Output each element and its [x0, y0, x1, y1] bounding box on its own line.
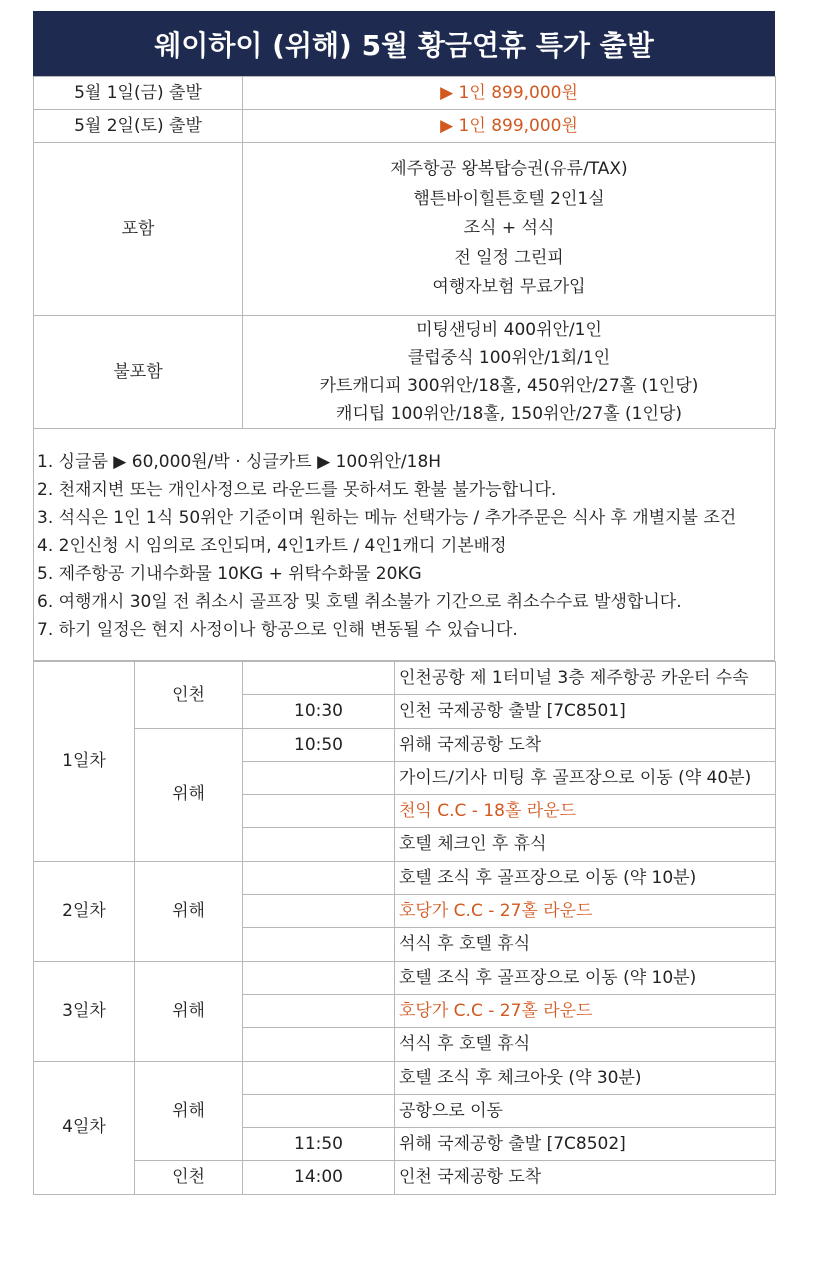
golf-round-activity: 천익 C.C - 18홀 라운드	[395, 795, 776, 828]
note-item: 5. 제주항공 기내수화물 10KG + 위탁수화물 20KG	[37, 564, 422, 584]
time	[243, 861, 395, 894]
time	[243, 961, 395, 994]
included-row	[34, 143, 776, 316]
departure-date: 5월 1일(금) 출발	[34, 77, 243, 110]
time: 10:50	[243, 728, 395, 761]
price-value: ▶ 1인 899,000원	[243, 77, 776, 110]
time	[243, 828, 395, 861]
excluded-item: 미팅샌딩비 400위안/1인	[416, 320, 602, 340]
day-label: 4일차	[34, 1061, 135, 1194]
activity: 위해 국제공항 출발 [7C8502]	[395, 1128, 776, 1161]
time	[243, 662, 395, 695]
activity: 호텔 조식 후 골프장으로 이동 (약 10분)	[395, 961, 776, 994]
time: 14:00	[243, 1161, 395, 1194]
activity: 인천 국제공항 출발 [7C8501]	[395, 695, 776, 728]
time	[243, 994, 395, 1027]
activity: 위해 국제공항 도착	[395, 728, 776, 761]
activity: 석식 후 호텔 휴식	[395, 928, 776, 961]
schedule-row	[34, 662, 776, 695]
activity: 인천 국제공항 도착	[395, 1161, 776, 1194]
activity: 호텔 조식 후 체크아웃 (약 30분)	[395, 1061, 776, 1094]
price-row	[34, 77, 776, 110]
excluded-label: 불포함	[34, 316, 243, 429]
departure-date: 5월 2일(토) 출발	[34, 110, 243, 143]
time	[243, 1061, 395, 1094]
time	[243, 761, 395, 794]
time	[243, 895, 395, 928]
excluded-item: 클럽중식 100위안/1회/1인	[407, 348, 611, 368]
activity: 공항으로 이동	[395, 1094, 776, 1127]
note-item: 7. 하기 일정은 현지 사정이나 항공으로 인해 변동될 수 있습니다.	[37, 620, 518, 640]
excluded-row	[34, 316, 776, 429]
included-item: 전 일정 그린피	[454, 247, 564, 268]
schedule-row	[34, 961, 776, 994]
included-item: 여행자보험 무료가입	[432, 277, 586, 298]
activity: 호텔 조식 후 골프장으로 이동 (약 10분)	[395, 861, 776, 894]
activity: 호텔 체크인 후 휴식	[395, 828, 776, 861]
schedule-row	[34, 1061, 776, 1094]
activity: 석식 후 호텔 휴식	[395, 1028, 776, 1061]
time: 10:30	[243, 695, 395, 728]
excluded-item: 카트캐디피 300위안/18홀, 450위안/27홀 (1인당)	[319, 376, 699, 396]
schedule-table	[33, 661, 776, 1195]
day-label: 1일차	[34, 662, 135, 862]
note-item: 4. 2인신청 시 임의로 조인되며, 4인1카트 / 4인1캐디 기본배정	[37, 536, 507, 556]
location: 위해	[135, 728, 243, 861]
note-item: 1. 싱글룸 ▶ 60,000원/박 · 싱글카트 ▶ 100위안/18H	[37, 452, 442, 472]
price-table	[33, 76, 776, 429]
day-label: 3일차	[34, 961, 135, 1061]
included-item: 조식 + 석식	[463, 218, 555, 239]
time	[243, 928, 395, 961]
day-label: 2일차	[34, 861, 135, 961]
notes-section	[33, 429, 775, 661]
time	[243, 1094, 395, 1127]
included-label: 포함	[34, 143, 243, 316]
activity: 인천공항 제 1터미널 3층 제주항공 카운터 수속	[395, 662, 776, 695]
time: 11:50	[243, 1128, 395, 1161]
location: 인천	[135, 1161, 243, 1194]
location: 위해	[135, 861, 243, 961]
excluded-list	[243, 316, 776, 429]
location: 위해	[135, 1061, 243, 1161]
note-item: 2. 천재지변 또는 개인사정으로 라운드를 못하셔도 환불 불가능합니다.	[37, 480, 557, 500]
itinerary-document	[33, 11, 775, 1195]
page-title: 웨이하이 (위해) 5월 황금연휴 특가 출발	[33, 11, 775, 76]
excluded-item: 캐디팁 100위안/18홀, 150위안/27홀 (1인당)	[336, 404, 682, 424]
location: 위해	[135, 961, 243, 1061]
location: 인천	[135, 662, 243, 729]
price-value: ▶ 1인 899,000원	[243, 110, 776, 143]
included-item: 제주항공 왕복탑승권(유류/TAX)	[390, 159, 628, 180]
included-list	[243, 143, 776, 316]
time	[243, 795, 395, 828]
time	[243, 1028, 395, 1061]
schedule-row	[34, 861, 776, 894]
included-item: 햄튼바이힐튼호텔 2인1실	[413, 188, 605, 209]
price-row	[34, 110, 776, 143]
note-item: 3. 석식은 1인 1식 50위안 기준이며 원하는 메뉴 선택가능 / 추가주문은 식사 후 개별지불 조건	[37, 508, 737, 528]
schedule-row	[34, 728, 776, 761]
golf-round-activity: 호당가 C.C - 27홀 라운드	[395, 895, 776, 928]
note-item: 6. 여행개시 30일 전 취소시 골프장 및 호텔 취소불가 기간으로 취소수수료 발생합니다.	[37, 592, 682, 612]
golf-round-activity: 호당가 C.C - 27홀 라운드	[395, 994, 776, 1027]
activity: 가이드/기사 미팅 후 골프장으로 이동 (약 40분)	[395, 761, 776, 794]
schedule-row	[34, 1161, 776, 1194]
